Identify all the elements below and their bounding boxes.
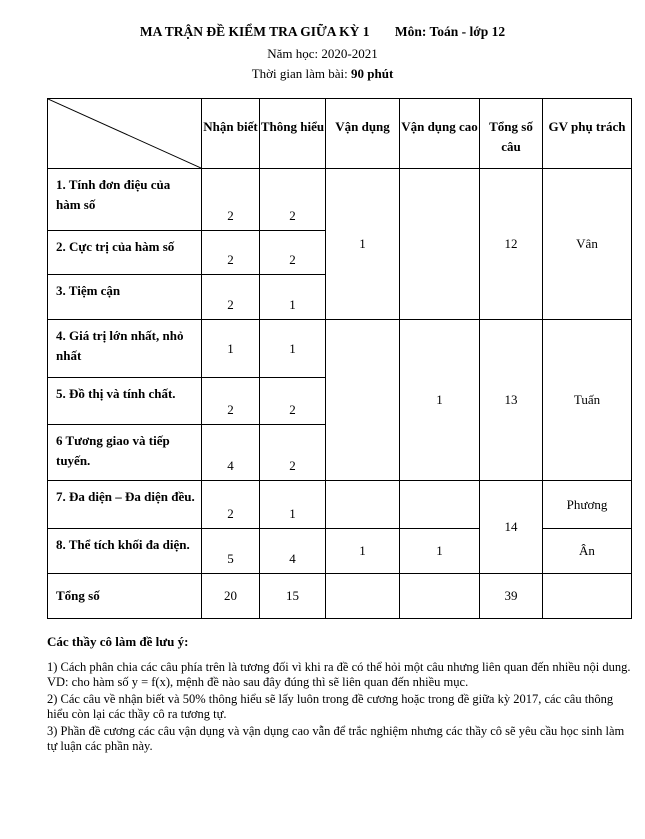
diagonal-header-cell <box>48 99 202 169</box>
th-cell: 2 <box>260 231 326 275</box>
nb-cell: 5 <box>202 529 260 574</box>
th-cell: 2 <box>260 169 326 231</box>
topic-cell: 8. Thể tích khối đa diện. <box>48 529 202 574</box>
total-group2-cell: 13 <box>480 320 543 481</box>
total-gv-cell <box>543 574 632 619</box>
vdc-group2-cell: 1 <box>400 320 480 481</box>
nb-cell: 2 <box>202 169 260 231</box>
topic-cell: 5. Đồ thị và tính chất. <box>48 378 202 425</box>
vdc-group1-cell <box>400 169 480 320</box>
document-title <box>0 24 645 40</box>
col-van-dung: Vận dụng <box>326 99 400 169</box>
header-row <box>48 99 632 169</box>
gv-an-cell: Ân <box>543 529 632 574</box>
school-year: Năm học: 2020-2021 <box>267 46 378 61</box>
total-group1-cell: 12 <box>480 169 543 320</box>
totals-row <box>48 574 632 619</box>
duration <box>0 66 645 82</box>
th-cell: 1 <box>260 481 326 529</box>
note-item: 3) Phần đề cương các câu vận dụng và vận dụng cao vẫn để trắc nghiệm nhưng các thầy cô sẽ yêu cầu học sinh làm tự luận các phần này. <box>47 724 625 753</box>
total-vd-cell <box>326 574 400 619</box>
col-van-dung-cao: Vận dụng cao <box>400 99 480 169</box>
subject-text: Môn: Toán - lớp 12 <box>394 24 506 39</box>
duration-value: 90 phút <box>351 66 394 81</box>
notes-list <box>47 660 631 756</box>
vd-row7-cell <box>326 481 400 529</box>
nb-cell: 2 <box>202 378 260 425</box>
gv-group1-cell: Vân <box>543 169 632 320</box>
vd-group1-cell: 1 <box>326 169 400 320</box>
th-cell: 4 <box>260 529 326 574</box>
th-cell: 2 <box>260 378 326 425</box>
topic-cell: 4. Giá trị lớn nhất, nhỏ nhất <box>48 320 202 378</box>
vd-group3-cell: 1 <box>326 529 400 574</box>
topic-cell: 6 Tương giao và tiếp tuyến. <box>48 425 202 481</box>
total-group3-cell: 14 <box>480 481 543 574</box>
col-tong-so-cau: Tổng số câu <box>480 99 543 169</box>
col-gv-phu-trach: GV phụ trách <box>543 99 632 169</box>
gv-group2-cell: Tuấn <box>543 320 632 481</box>
title-text: MA TRẬN ĐỀ KIỂM TRA GIỮA KỲ 1 <box>139 24 370 39</box>
total-vdc-cell <box>400 574 480 619</box>
nb-cell: 1 <box>202 320 260 378</box>
vdc-row7-cell <box>400 481 480 529</box>
topic-cell: 3. Tiệm cận <box>48 275 202 320</box>
table-row <box>48 529 632 574</box>
total-th-cell: 15 <box>260 574 326 619</box>
table-row <box>48 481 632 529</box>
nb-cell: 2 <box>202 481 260 529</box>
vdc-group3-cell: 1 <box>400 529 480 574</box>
grand-total-cell: 39 <box>480 574 543 619</box>
th-cell: 2 <box>260 425 326 481</box>
exam-matrix-table <box>47 98 632 619</box>
topic-cell: 1. Tính đơn điệu của hàm số <box>48 169 202 231</box>
total-nb-cell: 20 <box>202 574 260 619</box>
topic-cell: 2. Cực trị của hàm số <box>48 231 202 275</box>
nb-cell: 2 <box>202 275 260 320</box>
topic-cell: 7. Đa diện – Đa diện đều. <box>48 481 202 529</box>
nb-cell: 2 <box>202 231 260 275</box>
notes-title: Các thầy cô làm đề lưu ý: <box>47 634 189 649</box>
note-item: 1) Cách phân chia các câu phía trên là tương đối vì khi ra đề có thể hỏi một câu nhưng liên quan đến nhiều nội dung. VD: cho hàm số y = f(x), mệnh đề nào sau đây đúng thì sẽ liên quan đến nhiều mục. <box>47 660 631 689</box>
gv-phuong-cell: Phương <box>543 481 632 529</box>
duration-label: Thời gian làm bài: <box>251 66 348 81</box>
col-thong-hieu: Thông hiểu <box>260 99 326 169</box>
vd-group2-cell <box>326 320 400 481</box>
totals-label: Tổng số <box>48 574 202 619</box>
th-cell: 1 <box>260 275 326 320</box>
col-nhan-biet: Nhận biết <box>202 99 260 169</box>
th-cell: 1 <box>260 320 326 378</box>
table-row <box>48 320 632 378</box>
table-row <box>48 169 632 231</box>
note-item: 2) Các câu về nhận biết và 50% thông hiểu sẽ lấy luôn trong đề cương hoặc trong đề giữa kỳ 2017, các câu thông hiểu còn lại các thầy cô ra tương tự. <box>47 692 614 721</box>
nb-cell: 4 <box>202 425 260 481</box>
